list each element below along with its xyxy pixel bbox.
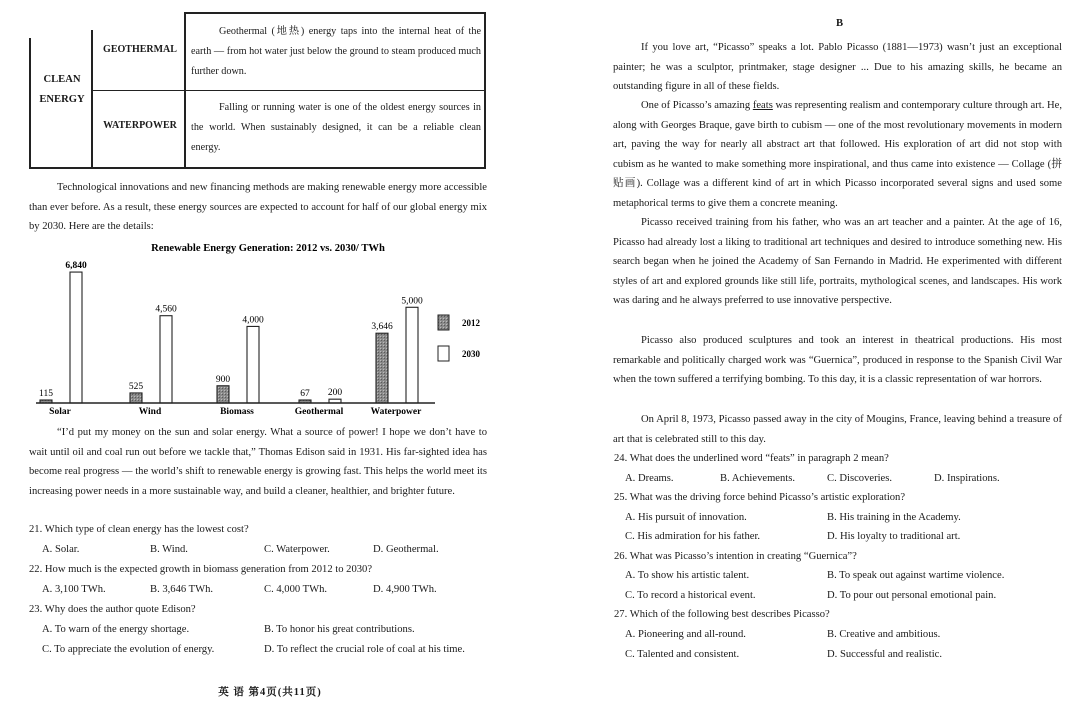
question-23: 23. Why does the author quote Edison? [29, 604, 196, 615]
bar-wind-2030 [160, 316, 172, 403]
chart-title: Renewable Energy Generation: 2012 vs. 2030/ TWh [151, 243, 385, 254]
category-label-wind: Wind [138, 407, 162, 417]
table-desc-waterpower: Falling or running water is one of the oldest energy sources in the world. When sustainably designed, it can be a reliable clean energy. [191, 102, 481, 153]
underlined-word-feats: feats [752, 100, 773, 111]
question-25: 25. What was the driving force behind Picasso’s artistic exploration? [614, 492, 906, 503]
table-type-geothermal: GEOTHERMAL [103, 44, 177, 55]
category-label-solar: Solar [49, 407, 71, 417]
paragraph-3: Picasso received training from his father, who was an art teacher and a painter. At the age of 16, Picasso had already lost a liking to traditional art techniques and desired to introduce something new. His search began when he joined the Academy of San Fernando in Madrid. He experimented with different styles of art and explored grounds like still life, portraits, mythological scenes, and landscapes. His work was daring and he always preferred to use innovative perspective. [613, 217, 1062, 307]
edison-paragraph: “I’d put my money on the sun and solar energy. What a source of power! I hope we don’t have to wait until oil and coal run out before we tackle that,” Thomas Edison said in 1931. His far-sighted idea has become real progress — the world’s shift to renewable energy is growing fast. This helps the world meet its increasing power needs in a more sustainable way, and build a cleaner, healthier, and brighter future. [29, 427, 487, 497]
section-label: B [836, 18, 844, 29]
q26-option-c[interactable]: C. To record a historical event. [625, 590, 756, 601]
data-label-solar-2012: 115 [39, 389, 53, 399]
clean-energy-table [29, 12, 486, 168]
q25-option-d[interactable]: D. His loyalty to traditional art. [827, 531, 961, 542]
table-desc-geothermal: Geothermal (地热) energy taps into the internal heat of the earth — from hot water just below the ground to steam produced much further down. [191, 26, 481, 77]
bar-biomass-2012 [217, 386, 229, 403]
q21-option-b[interactable]: B. Wind. [150, 544, 188, 555]
q23-option-d[interactable]: D. To reflect the crucial role of coal at his time. [264, 644, 465, 655]
table-border-top [184, 12, 486, 14]
category-line-2: ENERGY [39, 94, 85, 105]
legend-label-2012: 2012 [462, 318, 480, 328]
data-label-wind-2012: 525 [128, 381, 144, 392]
q25-option-b[interactable]: B. His training in the Academy. [827, 512, 961, 523]
question-21: 21. Which type of clean energy has the lowest cost? [29, 524, 249, 535]
q21-option-c[interactable]: C. Waterpower. [264, 544, 330, 555]
data-label-geothermal-2030: 200 [327, 388, 343, 399]
bar-wind-2012 [130, 393, 142, 403]
question-22: 22. How much is the expected growth in biomass generation from 2012 to 2030? [29, 564, 373, 575]
bar-waterpower-2012 [376, 333, 388, 403]
table-category-cell [31, 70, 93, 110]
question-24: 24. What does the underlined word “feats” in paragraph 2 mean? [614, 453, 889, 464]
table-type-waterpower: WATERPOWER [103, 120, 177, 131]
chart-legend [438, 315, 481, 361]
q27-option-d[interactable]: D. Successful and realistic. [827, 649, 943, 660]
question-27: 27. Which of the following best describes Picasso? [614, 609, 830, 620]
q26-option-b[interactable]: B. To speak out against wartime violence. [827, 570, 1005, 581]
category-label-waterpower: Waterpower [370, 407, 422, 417]
page-footer: 英 语 第4页(共11页) [218, 687, 322, 698]
q22-option-d[interactable]: D. 4,900 TWh. [373, 584, 437, 595]
q23-option-b[interactable]: B. To honor his great contributions. [264, 624, 415, 635]
data-label-biomass-2012: 900 [215, 374, 231, 385]
bar-waterpower-2030 [406, 307, 418, 403]
paragraph-1: If you love art, “Picasso” speaks a lot. Pablo Picasso (1881—1973) wasn’t just an exceptional painter; he was a sculptor, printmaker, stage designer ... Due to his amazing skills, he became an outstanding figure in all of these fields. [613, 42, 1062, 93]
data-label-wind-2030: 4,560 [155, 304, 177, 315]
q24-option-a[interactable]: A. Dreams. [625, 473, 674, 484]
q25-option-a[interactable]: A. His pursuit of innovation. [625, 512, 747, 523]
data-label-waterpower-2030: 5,000 [401, 296, 423, 307]
renewable-energy-chart [0, 235, 500, 420]
category-line-1: CLEAN [43, 74, 81, 85]
q22-option-a[interactable]: A. 3,100 TWh. [42, 584, 106, 595]
data-label-biomass-2030: 4,000 [242, 315, 264, 326]
legend-swatch-2030 [438, 346, 449, 361]
category-label-biomass: Biomass [220, 407, 254, 417]
q21-option-d[interactable]: D. Geothermal. [373, 544, 439, 555]
bar-solar-2030 [70, 272, 82, 403]
q22-option-b[interactable]: B. 3,646 TWh. [150, 584, 214, 595]
paragraph-4: Picasso also produced sculptures and took an interest in theatrical productions. His most remarkable and politically charged work was “Guernica”, produced in response to the Spanish Civil War when the town suffered a terrifying bombing. To this day, it is a classic representation of war horrors. [613, 335, 1062, 386]
q25-option-c[interactable]: C. His admiration for his father. [625, 531, 761, 542]
question-26: 26. What was Picasso’s intention in creating “Guernica”? [614, 551, 857, 562]
paragraph-2 [613, 96, 1062, 214]
legend-swatch-2012 [438, 315, 449, 330]
q24-option-c[interactable]: C. Discoveries. [827, 473, 893, 484]
data-label-solar-2030: 6,840 [65, 261, 87, 272]
q27-option-c[interactable]: C. Talented and consistent. [625, 649, 740, 660]
q24-option-b[interactable]: B. Achievements. [720, 473, 796, 484]
q23-option-c[interactable]: C. To appreciate the evolution of energy. [42, 644, 215, 655]
paragraph-5: On April 8, 1973, Picasso passed away in the city of Mougins, France, leaving behind a treasure of art that is celebrated still to this day. [613, 414, 1062, 445]
q27-option-a[interactable]: A. Pioneering and all-round. [625, 629, 746, 640]
q27-option-b[interactable]: B. Creative and ambitious. [827, 629, 941, 640]
q21-option-a[interactable]: A. Solar. [42, 544, 80, 555]
intro-paragraph: Technological innovations and new financing methods are making renewable energy more accessible than ever before. As a result, these energy sources are expected to account for half of our global energy mix by 2030. Here are the details: [29, 182, 487, 233]
data-label-geothermal-2012: 67 [300, 389, 310, 399]
q26-option-a[interactable]: A. To show his artistic talent. [625, 570, 750, 581]
legend-label-2030: 2030 [462, 349, 480, 359]
table-border-bottom [29, 167, 486, 169]
data-label-waterpower-2012: 3,646 [371, 322, 393, 333]
bar-biomass-2030 [247, 326, 259, 403]
category-label-geothermal: Geothermal [294, 407, 344, 417]
p2-text-before: One of Picasso’s amazing [641, 100, 753, 111]
q22-option-c[interactable]: C. 4,000 TWh. [264, 584, 328, 595]
p2-text-after: was representing realism and contemporary culture through art. He, along with Georges Braque, gave birth to cubism — one of the most revolutionary movements in modern art, paving the way for nearly all abstract art that followed. His exploration of art did not stop with cubism as he wanted to make something more inspirational, and thus came into existence — Collage (拼贴画). Collage was a different kind of art in which Picasso incorporated several signs and used some metaphorical terms to give them a concrete meaning. [613, 100, 1062, 209]
q24-option-d[interactable]: D. Inspirations. [934, 473, 1000, 484]
chart-bars [39, 261, 423, 417]
q26-option-d[interactable]: D. To pour out personal emotional pain. [827, 590, 997, 601]
q23-option-a[interactable]: A. To warn of the energy shortage. [42, 624, 190, 635]
table-row-divider [91, 90, 486, 91]
